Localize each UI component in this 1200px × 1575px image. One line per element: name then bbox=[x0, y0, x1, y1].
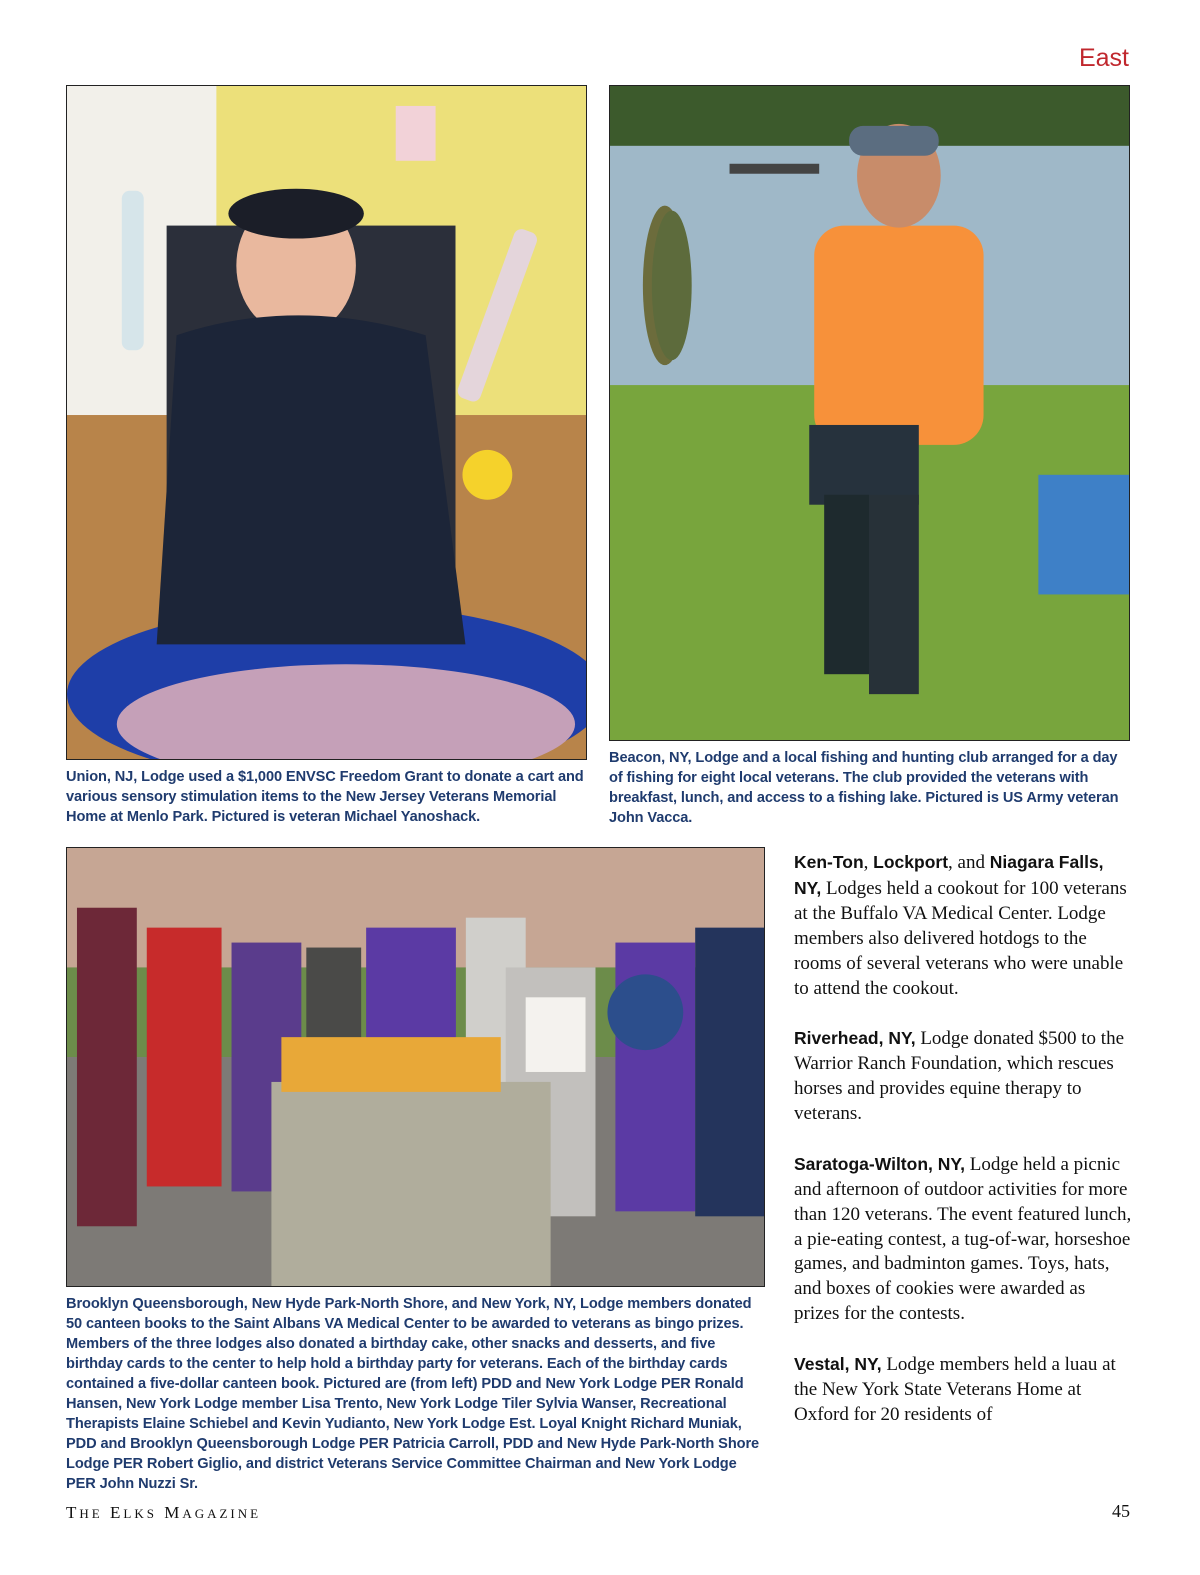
article-kenton-lead-a: Ken-Ton bbox=[794, 852, 864, 872]
photo-brooklyn-group bbox=[66, 847, 765, 1287]
caption-union-lead: Union, NJ, bbox=[66, 769, 138, 785]
magazine-name-m: M bbox=[164, 1503, 183, 1522]
caption-brooklyn-lead2: New York, NY, bbox=[481, 1296, 577, 1312]
section-label: East bbox=[1078, 44, 1129, 72]
magazine-name-lks: LKS bbox=[123, 1506, 157, 1521]
caption-beacon-text: Lodge and a local fishing and hunting club arranged for a day of fishing for eight local veterans. The club provided the veterans with breakfast, lunch, and access to a fishing lake. Pictured is US Army veteran John Vacca. bbox=[609, 750, 1119, 826]
article-saratoga-text: Lodge held a picnic and afternoon of outdoor activities for more than 120 veterans. The event featured lunch, a pie-eating contest, a tug-of-war, horseshoe games, and badminton games. Toys, hats, and boxes of cookies were awarded as prizes for the contests. bbox=[794, 1153, 1132, 1325]
magazine-name-he: HE bbox=[79, 1506, 103, 1521]
article-kenton-lead-b: Lockport bbox=[873, 852, 949, 872]
caption-brooklyn-text: Lodge members donated 50 canteen books to the Saint Albans VA Medical Center to be awarded to veterans as bingo prizes. Members of the three lodges also donated a birthday cake, other snacks and desserts, and five birthday cards to the center to help hold a birthday party for veterans. Each of the birthday cards contained a five-dollar canteen book. Pictured are (from left) PDD and New York Lodge PER Ronald Hansen, New York Lodge member Lisa Trento, New York Lodge Tiler Sylvia Wanser, Recreational Therapists Elaine Schiebel and Kevin Yudianto, New York Lodge Est. Loyal Knight Richard Muniak, PDD and Brooklyn Queensborough Lodge PER Patricia Carroll, PDD and New Hyde Park-North Shore Lodge PER Robert Giglio, and district Veterans Service Committee Chairman and New York Lodge PER John Nuzzi Sr. bbox=[66, 1296, 760, 1492]
caption-union-text: Lodge used a $1,000 ENVSC Freedom Grant to donate a cart and various sensory stimulation items to the New Jersey Veterans Memorial Home at Menlo Park. Pictured is veteran Michael Yanoshack. bbox=[66, 769, 584, 825]
article-kenton-text: Lodges held a cookout for 100 veterans at the Buffalo VA Medical Center. Lodge members also delivered hotdogs to the rooms of several veterans who were unable to attend the cookout. bbox=[794, 877, 1127, 999]
article-kenton-sep2: , and bbox=[948, 852, 990, 873]
photo-union-veteran bbox=[66, 85, 587, 760]
article-riverhead bbox=[794, 1026, 1132, 1127]
caption-brooklyn bbox=[66, 1294, 766, 1494]
article-saratoga-lead: Saratoga-Wilton, NY, bbox=[794, 1153, 965, 1174]
page-number: 45 bbox=[1112, 1501, 1130, 1521]
article-riverhead-text: Lodge donated $500 to the Warrior Ranch Foundation, which rescues horses and provides equine therapy to veterans. bbox=[794, 1028, 1125, 1125]
caption-brooklyn-lead1: Brooklyn Queensborough, New Hyde Park-North Shore, bbox=[66, 1296, 448, 1312]
article-vestal-lead: Vestal, NY, bbox=[794, 1354, 882, 1375]
caption-union bbox=[66, 767, 588, 827]
caption-brooklyn-and: and bbox=[447, 1296, 482, 1312]
photo-beacon-fishing bbox=[609, 85, 1130, 741]
magazine-name-t: T bbox=[66, 1503, 80, 1522]
article-vestal-text: Lodge members held a luau at the New York State Veterans Home at Oxford for 20 residents of bbox=[794, 1354, 1116, 1425]
caption-beacon-lead: Beacon, NY, bbox=[609, 750, 692, 766]
article-saratoga bbox=[794, 1152, 1132, 1327]
caption-beacon bbox=[609, 748, 1131, 828]
magazine-name-e: E bbox=[109, 1503, 124, 1522]
article-kenton-sep1: , bbox=[863, 852, 874, 873]
article-column bbox=[794, 850, 1132, 1453]
article-kenton bbox=[794, 850, 1132, 1001]
article-vestal bbox=[794, 1352, 1132, 1428]
article-riverhead-lead: Riverhead, NY, bbox=[794, 1028, 916, 1049]
magazine-name-agazine: AGAZINE bbox=[182, 1506, 262, 1521]
article-kenton-lead-c: Niagara Falls, NY, bbox=[794, 852, 1104, 898]
magazine-name bbox=[66, 1503, 261, 1523]
